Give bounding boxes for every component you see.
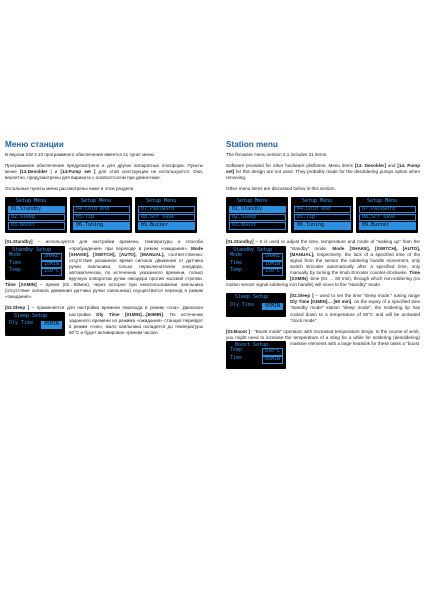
left-column: [5, 140, 203, 341]
left-p1: В версии SW 2.10 программного обеспечения имеется 21 пункт меню.: [5, 152, 156, 157]
lcd-menu-1-en: Setup Menu 01.Standby 02.Sleep 03.Boost: [226, 197, 288, 233]
lcd-menu-3: Setup Menu 07.Password 08.Scr save 09.Buzzer: [135, 197, 197, 233]
right-p2: Software provided for other hardware platforms. Menu items [13. Desolder] and [14. Pump set] for this design are not used. They probably made for the desoldering pumps option when removing.: [226, 163, 421, 181]
lcd-boost-setup: Boost Setup Temp 030°C Time 05MIN: [226, 341, 286, 369]
lcd-menu-1: Setup Menu 01.Standby 02.Sleep 03.Boost: [5, 197, 67, 233]
right-p3: Other menu items are discussed below in this section.: [226, 186, 336, 192]
left-menu-screens: [5, 197, 203, 233]
right-boost-paragraph: [03.Boost ] - "Boost mode" operation with increased temperature stings. In the course of work, you might need to increase the temperature of a sting for a while for soldering (desoldering) massive elements with a large heatsink for these tasks a "boost Boost Setup Temp 030°C Time 05MIN: [226, 329, 420, 347]
left-standby-paragraph: [01.Standby] – используется для настройки времени, температуры и способа «пробуждения» при переходе в режим «ожидания». Standby Setup Mode SHAKE Time 10MIN Temp 150°C Mode [SHAKE], [SWITCH], [AUTO], [MANUAL], соответственно: отсутствие указанное время сигнала движения от датчика ручки паяльника, только переключателем энкодера, автоматически, по истечению указанного времени, только вручную поворотом ручки энкодера против часовой стрелки. Time [XXMIN] – время (01…60мин), через которое при неиспользовании паяльника (отсутствие сигнала движения датчика ручки паяльника) осуществится переход в режим «ожидания».: [5, 239, 203, 300]
left-p2: Программное обеспечение предусмотрено и для других аппаратных платформ. Пункты меню [13.Desolder ] и [14.Pump set ] для этой конструкции не используются. Они, вероятно, предусмотрены для варианта с оловоотсосом при демонтаже.: [5, 163, 204, 181]
right-standby-paragraph: [01.Standby] – It is used to adjust the time, temperature and mode of "waking up" from the "standby" mode. Standby Setup Mode SHAKE Time 10MIN Temp 150°C Mode [SHAKE], [SWITCH], [AUTO], [MANUAL], respectively: the lack of a specified time of the signal from the sensor the soldering handle movement, only switch Encoder automatically after a specified time, only manually by turning the knob Encoder counter-clockwise. Time [XXMIN] -time (01 … 60 min), through which non-soldering (no motion sensor signal soldering iron handle) will move to the "standby" mode.: [226, 239, 420, 288]
left-sleep-paragraph: [02.Sleep ] – применяется для настройки времени перехода в режим «сна». Диапазон настройки Sleep Setup Dly Time 05MIN Dly Time [01MIN]…[60MIN]. По истечении заданного времени из режима «ожидания» станция перейдет в режим «сна», жало паяльника охладится до температуры 50°C и будет активирован «режим часов».: [5, 305, 203, 335]
right-p1: The firmware menu version 2.1 includes 21 items.: [226, 152, 328, 157]
left-p3: Остальные пункты меню рассмотрены ниже в этом разделе.: [5, 186, 135, 192]
lcd-menu-2: Setup Menu 04.Cold end 05.Tip 06.Tuning: [70, 197, 132, 233]
lcd-sleep-setup: Sleep Setup Dly Time 05MIN: [5, 312, 65, 336]
lcd-standby-setup-en: Standby Setup Mode SHAKE Time 10MIN Temp 150°C: [226, 246, 286, 280]
lcd-standby-setup: Standby Setup Mode SHAKE Time 10MIN Temp 150°C: [5, 246, 65, 280]
right-menu-screens: [226, 197, 420, 233]
lcd-menu-3-en: Setup Menu 07.Password 08.Scr save 09.Buzzer: [356, 197, 418, 233]
lcd-sleep-setup-en: Sleep Setup Dly Time 05MIN: [226, 293, 286, 317]
right-column: [226, 140, 420, 371]
right-title: Station menu: [226, 140, 278, 149]
left-title: Меню станции: [5, 140, 64, 149]
right-sleep-paragraph: [02.Sleep ] – used to set the time "sleep mode." tuning range Sleep Setup Dly Time 05MIN Dly Time [01MIN]… [60 min]. on the expiry of a specified time "standby mode" station "sleep mode", the soldering tip has cooled down to a temperature of 50°C and will be activated "clock mode".: [226, 293, 420, 323]
lcd-menu-2-en: Setup Menu 04.Cold end 05.Tip 06.Tuning: [291, 197, 353, 233]
